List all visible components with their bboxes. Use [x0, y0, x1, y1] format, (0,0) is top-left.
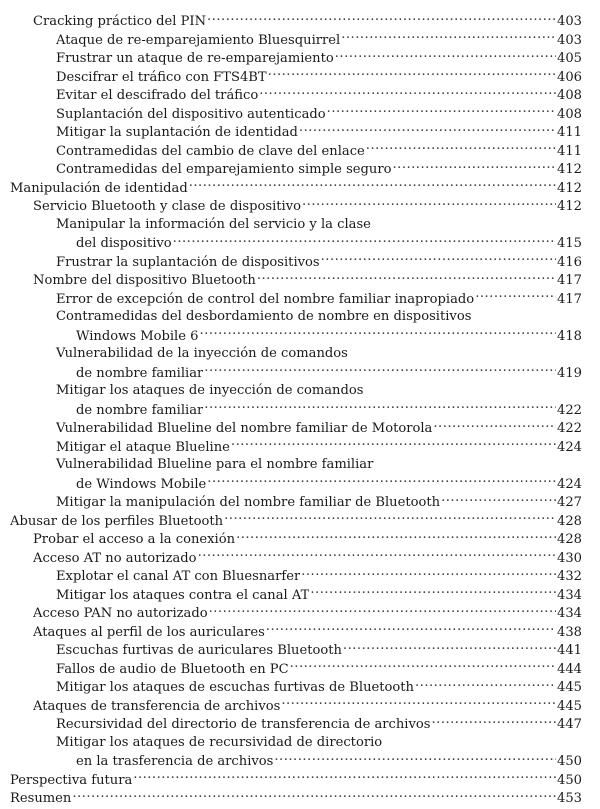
toc-entry-title: Error de excepción de control del nombre familiar inapropiado — [56, 291, 475, 307]
toc-entry-title: Probar el acceso a la conexión — [33, 532, 236, 548]
toc-entry-title: Manipular la información del servicio y la clase — [56, 216, 371, 232]
dot-leader — [207, 475, 556, 488]
toc-page-number: 441 — [557, 643, 582, 659]
toc-entry-continuation: en la trasferencia de archivos — [76, 754, 274, 770]
dot-leader — [366, 142, 556, 155]
toc-entry[interactable] — [0, 567, 600, 586]
toc-page-number: 406 — [557, 69, 582, 85]
toc-page-number: 417 — [557, 273, 582, 289]
toc-page-number: 412 — [557, 199, 582, 215]
toc-entry[interactable] — [0, 327, 600, 346]
toc-entry-title: Evitar el descifrado del tráfico — [56, 88, 259, 104]
toc-page-number: 417 — [557, 291, 582, 307]
toc-entry-title: Acceso PAN no autorizado — [33, 606, 208, 622]
toc-page-number: 403 — [557, 32, 582, 48]
toc-entry-title: Frustrar un ataque de re-emparejamiento — [56, 51, 334, 67]
toc-entry[interactable] — [0, 290, 600, 309]
toc-entry-title: Manipulación de identidad — [10, 180, 188, 196]
toc-entry[interactable] — [0, 105, 600, 124]
toc-entry[interactable] — [0, 86, 600, 105]
dot-leader — [268, 68, 556, 81]
dot-leader — [310, 586, 556, 599]
toc-page-number: 432 — [557, 569, 582, 585]
toc-entry-title-line — [0, 216, 600, 235]
toc-entry-continuation: de nombre familiar — [76, 365, 204, 381]
toc-entry-continuation: de Windows Mobile — [76, 476, 207, 492]
toc-entry[interactable] — [0, 641, 600, 660]
toc-entry[interactable] — [0, 419, 600, 438]
toc-entry-title: Mitigar la manipulación del nombre familiar de Bluetooth — [56, 495, 441, 511]
toc-page-number: 422 — [557, 402, 582, 418]
toc-page-number: 408 — [557, 88, 582, 104]
toc-entry-title: Cracking práctico del PIN — [33, 14, 207, 30]
dot-leader — [207, 12, 556, 25]
toc-entry-title: Perspectiva futura — [10, 772, 133, 788]
toc-page-number: 422 — [557, 421, 582, 437]
toc-entry[interactable] — [0, 123, 600, 142]
toc-entry[interactable] — [0, 49, 600, 68]
toc-entry-title: Explotar el canal AT con Bluesnarfer — [56, 569, 301, 585]
toc-entry[interactable] — [0, 530, 600, 549]
dot-leader — [415, 678, 556, 691]
toc-entry-title-line — [0, 308, 600, 327]
toc-entry[interactable] — [0, 604, 600, 623]
toc-entry-title: Descifrar el tráfico con FTS4BT — [56, 69, 267, 85]
toc-entry-title: Resumen — [10, 791, 72, 807]
toc-page-number: 444 — [557, 661, 582, 677]
toc-entry-title: Escuchas furtivas de auriculares Bluetooth — [56, 643, 342, 659]
dot-leader — [266, 623, 556, 636]
toc-entry[interactable] — [0, 142, 600, 161]
dot-leader — [321, 253, 556, 266]
toc-entry[interactable] — [0, 697, 600, 716]
toc-entry-title: Mitigar los ataques contra el canal AT — [56, 587, 310, 603]
toc-page-number: 447 — [557, 717, 582, 733]
toc-entry[interactable] — [0, 586, 600, 605]
toc-entry-title: Mitigar los ataques de escuchas furtivas de Bluetooth — [56, 680, 414, 696]
dot-leader — [335, 49, 556, 62]
dot-leader — [204, 401, 556, 414]
toc-entry-title: Ataque de re-emparejamiento Bluesquirrel — [56, 32, 341, 48]
toc-page-number: 405 — [557, 51, 582, 67]
toc-entry[interactable] — [0, 678, 600, 697]
toc-page-number: 412 — [557, 180, 582, 196]
toc-entry[interactable] — [0, 401, 600, 420]
dot-leader — [302, 197, 556, 210]
dot-leader — [433, 419, 556, 432]
toc-entry-title: Acceso AT no autorizado — [33, 550, 197, 566]
toc-page-number: 450 — [557, 754, 582, 770]
toc-entry-title: Vulnerabilidad Blueline del nombre familiar de Motorola — [56, 421, 433, 437]
toc-entry[interactable] — [0, 475, 600, 494]
toc-entry-title: Nombre del dispositivo Bluetooth — [33, 273, 256, 289]
toc-entry-title: Contramedidas del emparejamiento simple seguro — [56, 162, 392, 178]
toc-entry-title: Mitigar los ataques de recursividad de directorio — [56, 734, 383, 750]
dot-leader — [236, 530, 556, 543]
toc-entry-title: Vulnerabilidad Blueline para el nombre familiar — [56, 457, 374, 472]
toc-entry-title: Fallos de audio de Bluetooth en PC — [56, 661, 289, 677]
toc-entry-title-line — [0, 734, 600, 753]
toc-entry-title: Ataques de transferencia de archivos — [33, 698, 281, 714]
toc-entry[interactable] — [0, 234, 600, 253]
toc-entry[interactable] — [0, 179, 600, 198]
toc-entry-title-line — [0, 345, 600, 364]
toc-entry-title-line — [0, 382, 600, 401]
toc-page-number: 403 — [557, 14, 582, 30]
toc-page-number: 453 — [557, 791, 582, 807]
toc-entry-title: Ataques al perfil de los auriculares — [33, 624, 265, 640]
toc-page-number: 428 — [557, 532, 582, 548]
toc-entry[interactable] — [0, 771, 600, 790]
toc-page-number: 415 — [557, 236, 582, 252]
dot-leader — [231, 438, 556, 451]
toc-page-number: 424 — [557, 439, 582, 455]
toc-entry-title: Frustrar la suplantación de dispositivos — [56, 254, 320, 270]
toc-entry-title-line — [0, 456, 600, 475]
toc-entry[interactable] — [0, 253, 600, 272]
toc-page-number: 428 — [557, 513, 582, 529]
toc-entry[interactable] — [0, 438, 600, 457]
dot-leader — [209, 604, 556, 617]
dot-leader — [72, 789, 556, 802]
toc-page-number: 424 — [557, 476, 582, 492]
toc-page-number: 408 — [557, 106, 582, 122]
toc-page-number: 434 — [557, 587, 582, 603]
dot-leader — [189, 179, 556, 192]
toc-entry[interactable] — [0, 197, 600, 216]
dot-leader — [341, 31, 556, 44]
dot-leader — [204, 364, 556, 377]
dot-leader — [133, 771, 556, 784]
dot-leader — [274, 752, 556, 765]
toc-page-number: 411 — [557, 125, 582, 141]
toc-entry[interactable] — [0, 271, 600, 290]
toc-entry[interactable] — [0, 623, 600, 642]
toc-entry-title: Mitigar los ataques de inyección de comandos — [56, 383, 364, 398]
dot-leader — [281, 697, 556, 710]
toc-page-number: 430 — [557, 550, 582, 566]
toc-entry[interactable] — [0, 549, 600, 568]
dot-leader — [299, 123, 556, 136]
dot-leader — [327, 105, 556, 118]
toc-entry-title: Contramedidas del desbordamiento de nombre en dispositivos — [56, 309, 472, 324]
dot-leader — [224, 512, 556, 525]
toc-entry[interactable] — [0, 364, 600, 383]
toc-entry-title: Mitigar el ataque Blueline — [56, 439, 230, 455]
toc-entry[interactable] — [0, 160, 600, 179]
dot-leader — [301, 567, 556, 580]
dot-leader — [200, 327, 557, 340]
toc-entry[interactable] — [0, 493, 600, 512]
dot-leader — [257, 271, 556, 284]
toc-page-number: 411 — [557, 143, 582, 159]
toc-entry-title: Abusar de los perfiles Bluetooth — [10, 513, 224, 529]
toc-page-number: 445 — [557, 698, 582, 714]
toc-page-number: 438 — [557, 624, 582, 640]
toc-entry-title: Recursividad del directorio de transferencia de archivos — [56, 717, 431, 733]
dot-leader — [432, 715, 557, 728]
toc-entry[interactable] — [0, 512, 600, 531]
toc-entry-title: Vulnerabilidad de la inyección de comandos — [56, 346, 348, 361]
toc-page-number: 427 — [557, 495, 582, 511]
toc-page-number: 445 — [557, 680, 582, 696]
toc-page-number: 450 — [557, 772, 582, 788]
dot-leader — [173, 234, 556, 247]
toc-entry-title: Mitigar la suplantación de identidad — [56, 125, 298, 141]
toc-entry[interactable] — [0, 68, 600, 87]
toc-entry[interactable] — [0, 660, 600, 679]
toc-entry-continuation: del dispositivo — [76, 236, 172, 252]
toc-entry[interactable] — [0, 715, 600, 734]
dot-leader — [259, 86, 556, 99]
toc-entry-title: Contramedidas del cambio de clave del enlace — [56, 143, 365, 159]
toc-entry-continuation: de nombre familiar — [76, 402, 204, 418]
toc-page-number: 418 — [557, 328, 582, 344]
toc-entry[interactable] — [0, 752, 600, 771]
dot-leader — [475, 290, 556, 303]
dot-leader — [393, 160, 557, 173]
toc-page-number: 434 — [557, 606, 582, 622]
toc-entry[interactable] — [0, 12, 600, 31]
toc-entry[interactable] — [0, 789, 600, 808]
dot-leader — [441, 493, 556, 506]
toc-page-number: 412 — [557, 162, 582, 178]
dot-leader — [290, 660, 556, 673]
toc-page-number: 419 — [557, 365, 582, 381]
toc-entry-title: Servicio Bluetooth y clase de dispositivo — [33, 199, 302, 215]
toc-entry[interactable] — [0, 31, 600, 50]
toc-entry-continuation: Windows Mobile 6 — [76, 328, 199, 344]
toc-page-number: 416 — [557, 254, 582, 270]
dot-leader — [343, 641, 556, 654]
table-of-contents — [0, 12, 600, 808]
toc-entry-title: Suplantación del dispositivo autenticado — [56, 106, 326, 122]
dot-leader — [198, 549, 556, 562]
